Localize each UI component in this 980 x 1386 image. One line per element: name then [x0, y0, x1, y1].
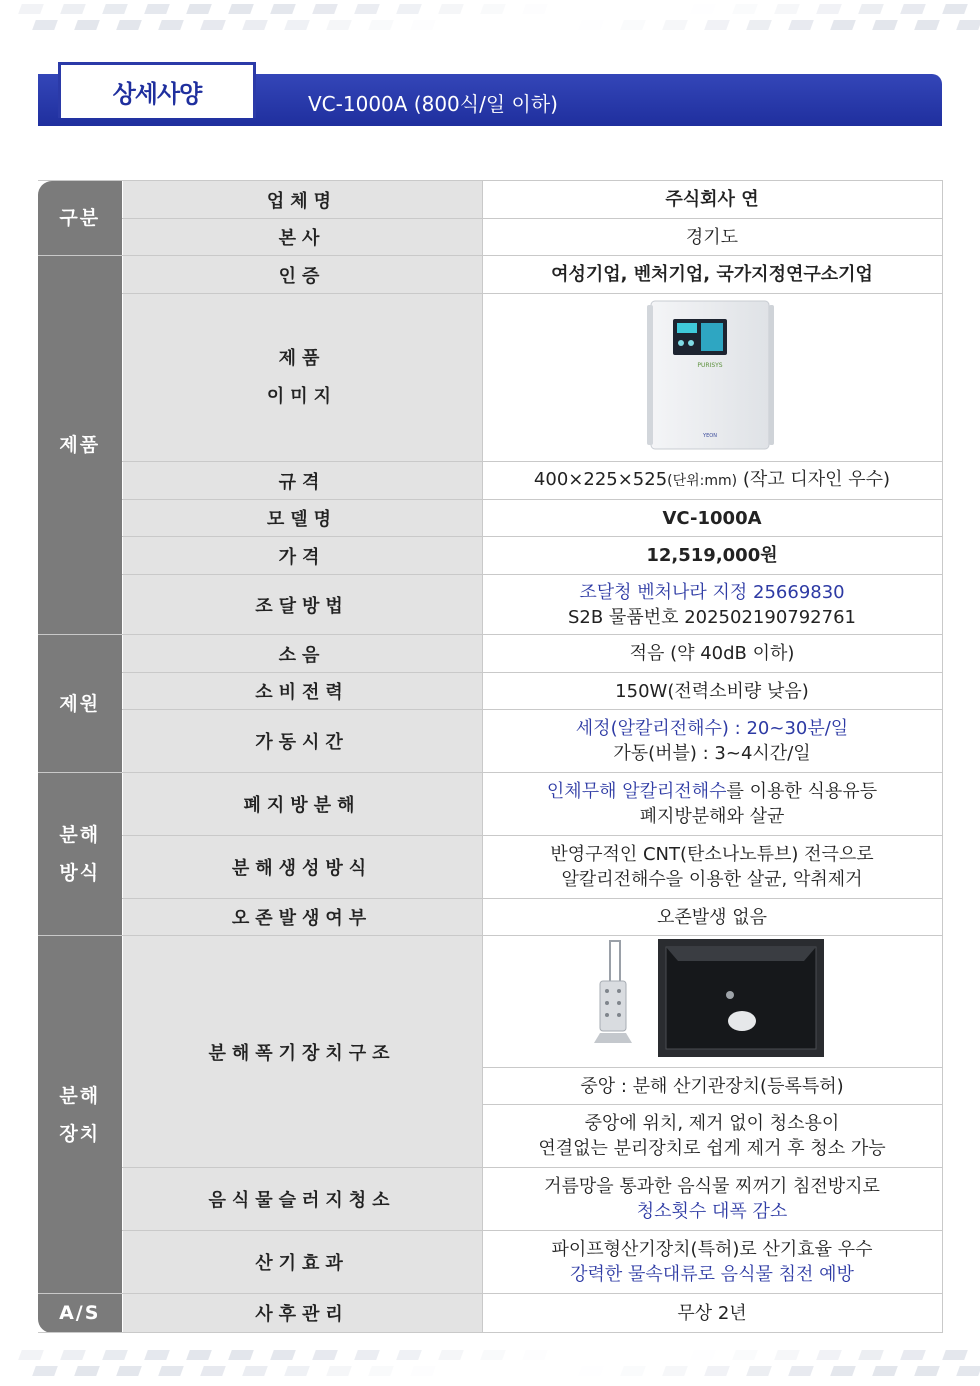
stripe-dash [522, 1350, 548, 1360]
stripe-dash [242, 20, 268, 30]
stripe-dash [186, 4, 212, 14]
stripe-dash [116, 1366, 142, 1376]
stripe-dash [74, 20, 100, 30]
stripe-dash [158, 1366, 184, 1376]
stripe-dash [102, 1350, 128, 1360]
stripe-dash [662, 1366, 688, 1376]
stripe-dash [830, 20, 856, 30]
stripe-dash [620, 1366, 646, 1376]
stripe-dash [690, 1350, 716, 1360]
table-row [38, 836, 942, 899]
stripe-dash [284, 20, 310, 30]
stripe-dash [396, 4, 422, 14]
header-tab-title: 상세사양 [58, 62, 256, 118]
procure-line-1: 조달청 벤처나라 지정 25669830 [579, 581, 845, 603]
table-row [38, 1294, 942, 1333]
table-row [38, 256, 942, 294]
category-line: 방식 [59, 862, 101, 884]
tank-image [658, 939, 824, 1057]
category-cell-decomp-method [38, 773, 122, 936]
stripe-dash [60, 4, 86, 14]
header-subtitle: VC-1000A (800식/일 이하) [308, 92, 558, 116]
stripe-dash [32, 1366, 58, 1376]
stripe-dash [186, 1350, 212, 1360]
size-unit: (단위:mm) [667, 473, 738, 489]
stripe-dash [788, 20, 814, 30]
stripe-dash [704, 1366, 730, 1376]
product-image-cell [482, 294, 942, 462]
row-value-procure [482, 575, 942, 635]
sludge-line-2: 청소횟수 대폭 감소 [636, 1201, 788, 1222]
stripe-dash [788, 1366, 814, 1376]
row-value: 주식회사 연 [482, 181, 942, 219]
table-row [38, 773, 942, 836]
stripe-dash [816, 1350, 842, 1360]
category-cell: 구분 [38, 181, 122, 256]
stripe-dash [956, 20, 980, 30]
sludge-line-1: 거름망을 통과한 음식물 찌꺼기 침전방지로 [544, 1176, 880, 1197]
row-value-sludge [482, 1168, 942, 1231]
row-label: 본사 [122, 219, 482, 256]
stripe-dash [900, 1350, 926, 1360]
diffuser-image [594, 941, 632, 1043]
stripe-dash [74, 1366, 100, 1376]
stripe-dash [284, 1366, 310, 1376]
spec-header [38, 62, 942, 126]
stripe-dash [18, 1350, 44, 1360]
stripe-dash [32, 20, 58, 30]
stripe-dash [396, 1350, 422, 1360]
category-cell: 제품 [38, 256, 122, 635]
size-note: (작고 디자인 우수) [737, 469, 891, 490]
optime-line-1: 세정(알칼리전해수) : 20~30분/일 [575, 718, 849, 739]
procure-line-2: S2B 물품번호 202502190792761 [567, 606, 856, 628]
row-label: 분해생성방식 [122, 836, 482, 899]
stripe-dash [956, 1366, 980, 1376]
row-value: 무상 2년 [482, 1294, 942, 1333]
row-value: 오존발생 없음 [482, 899, 942, 936]
row-label: 조달방법 [122, 575, 482, 635]
row-label: 산기효과 [122, 1231, 482, 1294]
stripe-dash [312, 4, 338, 14]
row-label: 모델명 [122, 500, 482, 537]
stripe-dash [438, 1350, 464, 1360]
category-line: 분해 [59, 1084, 101, 1107]
stripe-dash [914, 1366, 940, 1376]
spec-table [38, 180, 943, 1333]
image-label-line: 제품 [278, 347, 326, 369]
category-line: 분해 [59, 824, 101, 846]
table-row [38, 673, 942, 710]
stripe-dash [578, 1366, 604, 1376]
stripe-dash [620, 20, 646, 30]
table-row [38, 537, 942, 575]
row-value-aerator [482, 1105, 942, 1168]
row-label: 폐지방분해 [122, 773, 482, 836]
stripe-dash [816, 4, 842, 14]
stripe-dash [158, 20, 184, 30]
gen-line-2: 알칼리전해수을 이용한 살균, 악취제거 [561, 869, 863, 890]
product-logo-text: YEON [703, 433, 717, 439]
aerator-images [592, 937, 832, 1059]
oil-line-1-rest: 를 이용한 식용유등 [726, 781, 878, 802]
stripe-dash [228, 1350, 254, 1360]
image-label-line: 이미지 [266, 385, 338, 407]
category-cell: 제원 [38, 635, 122, 773]
table-row [38, 575, 942, 635]
table-row [38, 936, 942, 1068]
stripe-dash [116, 20, 142, 30]
row-value: 150W(전력소비량 낮음) [482, 673, 942, 710]
row-label: 인증 [122, 256, 482, 294]
stripe-dash [480, 4, 506, 14]
stripe-dash [942, 4, 968, 14]
stripe-dash [914, 20, 940, 30]
stripe-dash [732, 1350, 758, 1360]
row-value: 적음 (약 40dB 이하) [482, 635, 942, 673]
row-label: 업체명 [122, 181, 482, 219]
stripe-dash [872, 20, 898, 30]
table-row [38, 635, 942, 673]
stripe-dash [228, 4, 254, 14]
stripe-dash [200, 1366, 226, 1376]
row-label: 오존발생여부 [122, 899, 482, 936]
row-value-gen [482, 836, 942, 899]
row-label-image [122, 294, 482, 462]
stripe-dash [578, 20, 604, 30]
stripe-dash [704, 20, 730, 30]
decorative-stripes-top [0, 0, 980, 40]
product-image [647, 295, 777, 453]
stripe-dash [438, 4, 464, 14]
stripe-dash [522, 4, 548, 14]
stripe-dash [480, 1350, 506, 1360]
row-label: 소음 [122, 635, 482, 673]
table-row [38, 1168, 942, 1231]
aeration-line-2: 강력한 물속대류로 음식물 침전 예방 [570, 1264, 854, 1285]
oil-line-1-highlight: 인체무해 알칼리전해수 [546, 781, 727, 802]
table-row [38, 710, 942, 773]
table-row [38, 462, 942, 500]
row-label: 소비전력 [122, 673, 482, 710]
category-cell: A/S [38, 1294, 122, 1333]
stripe-dash [942, 1350, 968, 1360]
stripe-dash [410, 20, 436, 30]
table-row [38, 500, 942, 537]
stripe-dash [830, 1366, 856, 1376]
row-label: 분해폭기장치구조 [122, 936, 482, 1168]
row-value: 12,519,000원 [482, 537, 942, 575]
row-value-aeration [482, 1231, 942, 1294]
row-value-oil [482, 773, 942, 836]
stripe-dash [270, 4, 296, 14]
product-brand-text: PURISYS [697, 362, 723, 369]
row-value: VC-1000A [482, 500, 942, 537]
row-label: 규격 [122, 462, 482, 500]
category-cell-decomp-device [38, 936, 122, 1294]
stripe-dash [746, 1366, 772, 1376]
oil-line-1 [483, 779, 942, 804]
stripe-dash [368, 1366, 394, 1376]
stripe-dash [200, 20, 226, 30]
stripe-dash [872, 1366, 898, 1376]
stripe-dash [270, 1350, 296, 1360]
row-label: 가동시간 [122, 710, 482, 773]
table-row [38, 1231, 942, 1294]
optime-line-2: 가동(버블) : 3~4시간/일 [613, 743, 811, 764]
row-label: 사후관리 [122, 1294, 482, 1333]
row-label: 가격 [122, 537, 482, 575]
aeration-line-1: 파이프형산기장치(특허)로 산기효율 우수 [551, 1239, 873, 1260]
stripe-dash [858, 4, 884, 14]
stripe-dash [690, 4, 716, 14]
stripe-dash [662, 20, 688, 30]
row-value-optime [482, 710, 942, 773]
table-row [38, 219, 942, 256]
stripe-dash [326, 20, 352, 30]
row-value: 중앙 : 분해 산기관장치(등록특허) [482, 1068, 942, 1105]
stripe-dash [18, 4, 44, 14]
stripe-dash [774, 4, 800, 14]
aerator-line-2: 연결없는 분리장치로 쉽게 제거 후 청소 가능 [538, 1138, 886, 1159]
decorative-stripes-bottom [0, 1344, 980, 1386]
row-value: 여성기업, 벤처기업, 국가지정연구소기업 [482, 256, 942, 294]
oil-line-2: 폐지방분해와 살균 [639, 806, 785, 827]
stripe-dash [326, 1366, 352, 1376]
row-label: 음식물슬러지청소 [122, 1168, 482, 1231]
aerator-line-1: 중앙에 위치, 제거 없이 청소용이 [584, 1113, 840, 1134]
stripe-dash [144, 4, 170, 14]
stripe-dash [144, 1350, 170, 1360]
gen-line-1: 반영구적인 CNT(탄소나노튜브) 전극으로 [550, 844, 874, 865]
stripe-dash [410, 1366, 436, 1376]
stripe-dash [774, 1350, 800, 1360]
stripe-dash [732, 4, 758, 14]
stripe-dash [60, 1350, 86, 1360]
stripe-dash [746, 20, 772, 30]
stripe-dash [102, 4, 128, 14]
table-row [38, 899, 942, 936]
row-value: 경기도 [482, 219, 942, 256]
category-line: 장치 [59, 1122, 101, 1145]
aerator-images-cell [482, 936, 942, 1068]
stripe-dash [354, 4, 380, 14]
table-row [38, 181, 942, 219]
table-row [38, 294, 942, 462]
row-value-size [482, 462, 942, 500]
size-main: 400×225×525 [533, 469, 668, 490]
stripe-dash [312, 1350, 338, 1360]
stripe-dash [242, 1366, 268, 1376]
stripe-dash [858, 1350, 884, 1360]
stripe-dash [368, 20, 394, 30]
stripe-dash [354, 1350, 380, 1360]
stripe-dash [900, 4, 926, 14]
